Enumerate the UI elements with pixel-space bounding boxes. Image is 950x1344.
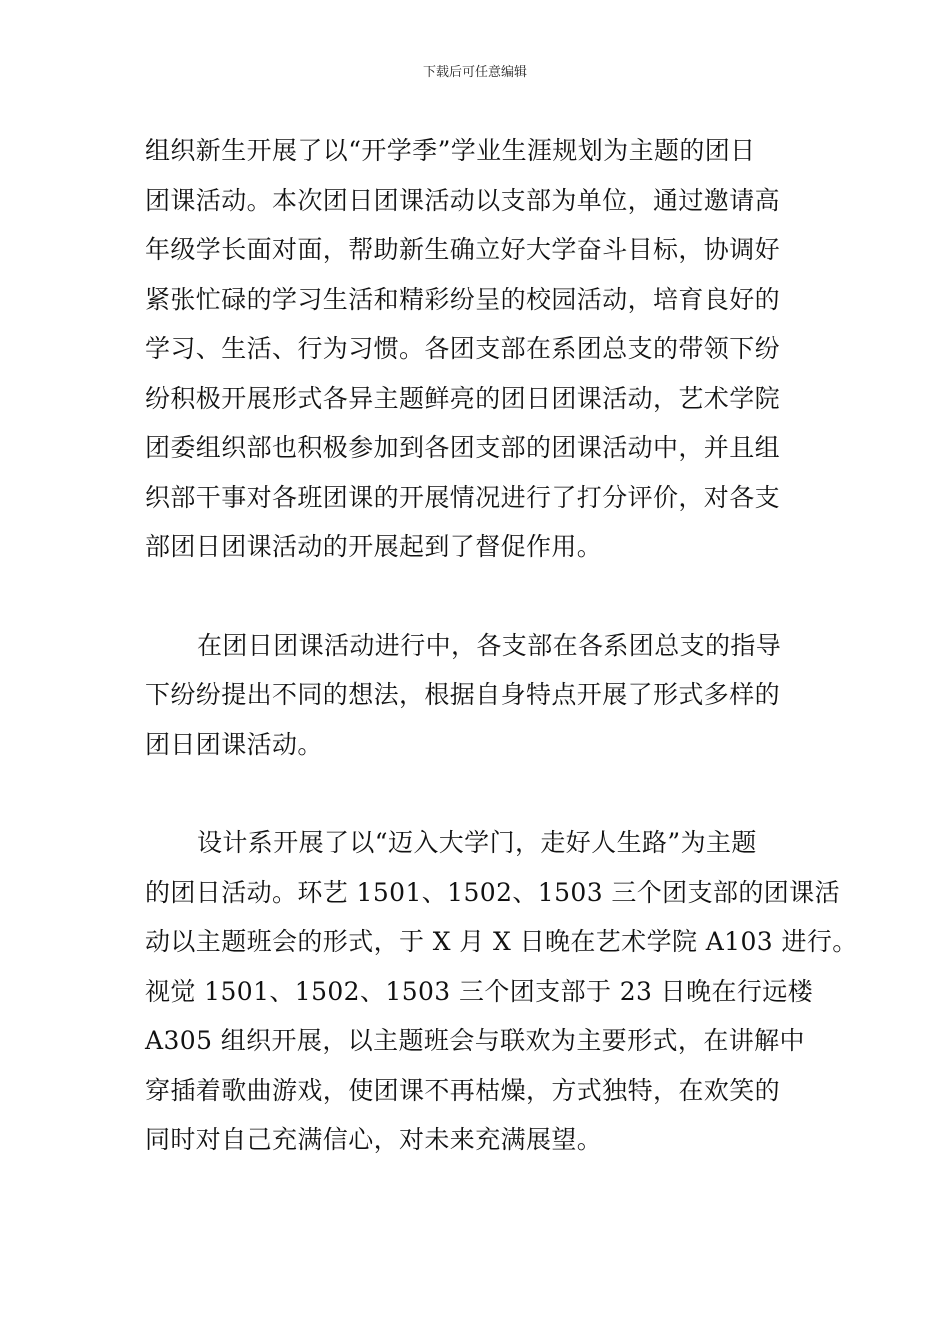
text-line: 设计系开展了以“迈入大学门，走好人生路”为主题	[197, 828, 757, 857]
paragraph-3	[145, 818, 858, 1165]
text-line: 团日团课活动。	[145, 729, 323, 759]
text-line: 动以主题班会的形式，于 X 月 X 日晚在艺术学院 A103 进行。	[145, 927, 858, 956]
text-line: 在团日团课活动进行中，各支部在各系团总支的指导	[197, 630, 782, 660]
text-line: 紧张忙碌的学习生活和精彩纷呈的校园活动，培育良好的	[145, 284, 781, 314]
text-line: 纷积极开展形式各异主题鲜亮的团日团课活动，艺术学院	[145, 383, 781, 413]
paragraph-2	[145, 621, 815, 770]
text-line: 学习、生活、行为习惯。各团支部在系团总支的带领下纷	[145, 334, 781, 363]
text-line: 组织新生开展了以“开学季”学业生涯规划为主题的团日	[145, 136, 756, 165]
text-line: 团委组织部也积极参加到各团支部的团课活动中，并且组	[145, 433, 781, 462]
document-body	[145, 126, 858, 1165]
text-line: 同时对自己充满信心，对未来充满展望。	[145, 1125, 603, 1154]
paragraph-1	[145, 126, 815, 572]
text-line: 视觉 1501、1502、1503 三个团支部于 23 日晚在行远楼	[145, 976, 814, 1006]
text-line: 年级学长面对面，帮助新生确立好大学奋斗目标，协调好	[145, 235, 781, 264]
text-line: 团课活动。本次团日团课活动以支部为单位，通过邀请高	[145, 185, 781, 215]
text-line: 下纷纷提出不同的想法，根据自身特点开展了形式多样的	[145, 680, 781, 709]
text-line: 穿插着歌曲游戏，使团课不再枯燥，方式独特，在欢笑的	[145, 1075, 781, 1105]
text-line: 的团日活动。环艺 1501、1502、1503 三个团支部的团课活	[145, 877, 840, 907]
text-line: A305 组织开展，以主题班会与联欢为主要形式，在讲解中	[145, 1026, 805, 1055]
page-header: 下载后可任意编辑	[422, 65, 527, 80]
text-line: 织部干事对各班团课的开展情况进行了打分评价，对各支	[145, 482, 781, 512]
text-line: 部团日团课活动的开展起到了督促作用。	[145, 532, 603, 561]
